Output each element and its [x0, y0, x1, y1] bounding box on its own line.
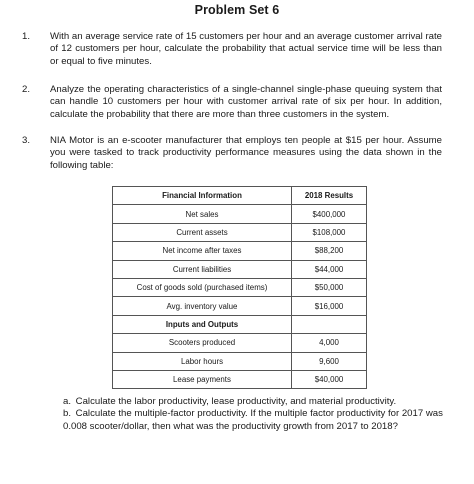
table-row — [113, 223, 367, 241]
problem-text: Analyze the operating characteristics of a single-channel single-phase queuing system that can handle 10 customers per hour with customer arrival rate of six per hour. In addition, calculate the probability that there are more than three customers in the system. — [50, 84, 442, 120]
row-value: $400,000 — [292, 205, 367, 223]
table-row — [113, 297, 367, 315]
row-label: Avg. inventory value — [113, 297, 292, 315]
row-value: $44,000 — [292, 260, 367, 278]
row-value: $50,000 — [292, 278, 367, 296]
table-row — [113, 370, 367, 388]
table-row — [113, 242, 367, 260]
row-label: Cost of goods sold (purchased items) — [113, 278, 292, 296]
column-header: Financial Information — [113, 187, 292, 205]
subquestion-label: a. — [63, 396, 72, 407]
table-row — [113, 352, 367, 370]
row-label: Lease payments — [113, 370, 292, 388]
table-row — [113, 260, 367, 278]
row-value: 9,600 — [292, 352, 367, 370]
problem-1 — [22, 31, 442, 68]
table-row — [113, 334, 367, 352]
subquestion-text: Calculate the multiple-factor productivity. If the multiple factor productivity for 2017 was 0.008 scooter/dollar, then what was the productivity growth from 2017 to 2018? — [63, 408, 443, 432]
row-value: $108,000 — [292, 223, 367, 241]
problem-number: 2. — [22, 84, 31, 95]
row-label: Current liabilities — [113, 260, 292, 278]
table-header-row — [113, 187, 367, 205]
row-label: Labor hours — [113, 352, 292, 370]
row-value: 4,000 — [292, 334, 367, 352]
row-label: Net sales — [113, 205, 292, 223]
row-value: $88,200 — [292, 242, 367, 260]
section-label: Inputs and Outputs — [113, 315, 292, 333]
row-value: $16,000 — [292, 297, 367, 315]
subquestion-label: b. — [63, 408, 72, 420]
problem-text: With an average service rate of 15 customers per hour and an average customer arrival rate of 12 customers per hour, calculate the probability that actual service time will be less than or equal to five minutes. — [50, 31, 442, 67]
row-value — [292, 315, 367, 333]
row-label: Net income after taxes — [113, 242, 292, 260]
table-row — [113, 205, 367, 223]
page-title: Problem Set 6 — [194, 3, 280, 17]
table-row — [113, 278, 367, 296]
financial-table — [112, 186, 367, 389]
problem-number: 3. — [22, 135, 31, 146]
problem-2 — [22, 84, 442, 121]
row-label: Scooters produced — [113, 334, 292, 352]
problem-text: NIA Motor is an e-scooter manufacturer that employs ten people at $15 per hour. Assume you were tasked to track productivity performance measures using the data shown in the following table: — [50, 135, 442, 171]
subquestion-b — [63, 408, 443, 433]
subquestions — [63, 396, 443, 433]
subquestion-text: Calculate the labor productivity, lease productivity, and material productivity. — [75, 396, 397, 407]
problem-3 — [22, 135, 442, 172]
column-header: 2018 Results — [292, 187, 367, 205]
row-value: $40,000 — [292, 370, 367, 388]
subquestion-a — [63, 396, 443, 408]
table-section-row — [113, 315, 367, 333]
problem-number: 1. — [22, 31, 31, 42]
row-label: Current assets — [113, 223, 292, 241]
